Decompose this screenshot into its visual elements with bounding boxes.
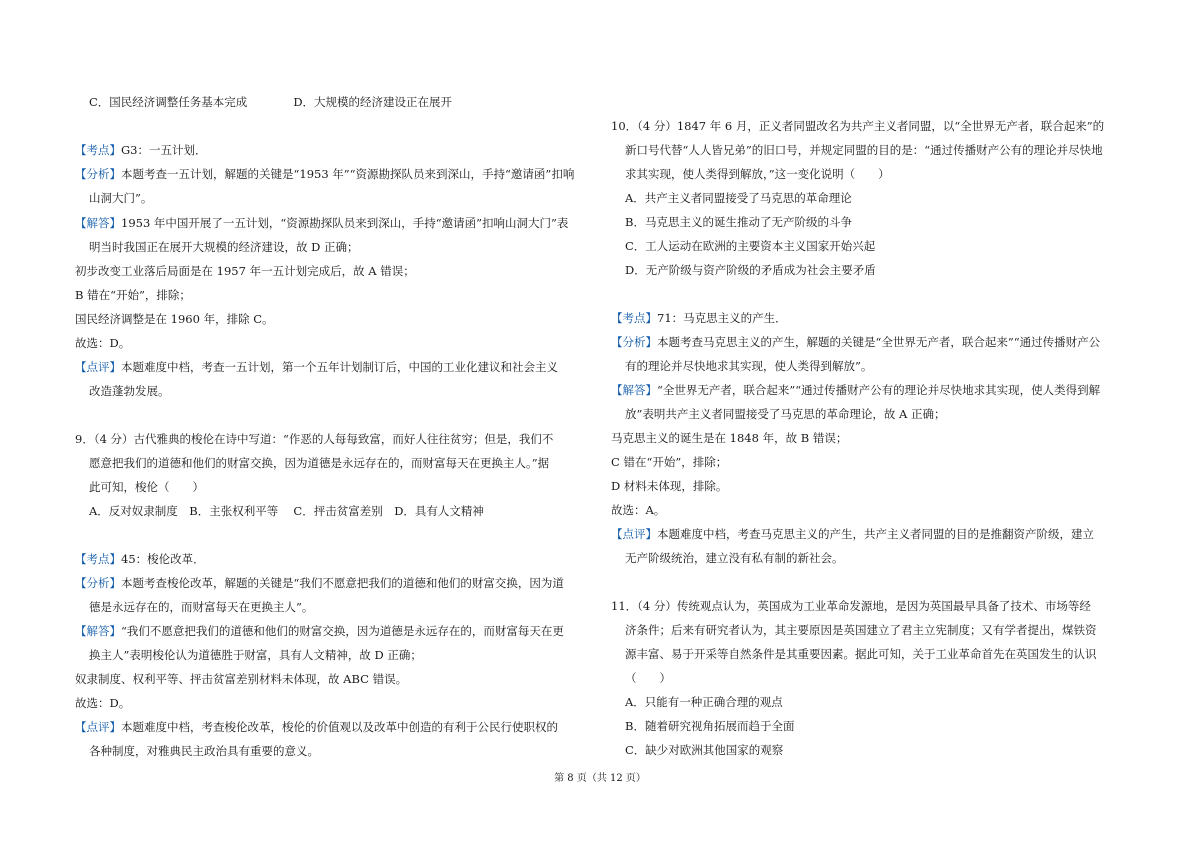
q9-options: A．反对奴隶制度 B．主张权利平等 C．抨击贫富差别 D．具有人文精神 (89, 504, 484, 518)
q8-option-c: C．国民经济调整任务基本完成 (89, 95, 248, 109)
q10-option-c: C．工人运动在欧洲的主要资本主义国家开始兴起 (625, 239, 876, 253)
q9-kaodian: 【考点】45：梭伦改革． (75, 552, 205, 566)
kaodian-tag: 【考点】 (75, 552, 121, 566)
q10-fenxi: 【分析】本题考查马克思主义的产生，解题的关键是“全世界无产者，联合起来”“通过传播财产公 (611, 335, 1101, 349)
q10-dianping: 【点评】本题难度中档，考查马克思主义的产生，共产主义者同盟的目的是推翻资产阶级，建立 (611, 527, 1094, 541)
fenxi-tag: 【分析】 (75, 576, 121, 590)
q11-stem-line-3: 源丰富、易于开采等自然条件是其重要因素。据此可知，关于工业革命首先在英国发生的认识 (625, 647, 1097, 661)
q10-jieda-line-3: 马克思主义的诞生是在 1848 年，故 B 错误； (611, 431, 848, 445)
page-footer (0, 772, 1200, 786)
q10-jieda: 【解答】“全世界无产者，联合起来”“通过传播财产公有的理论并尽快地求其实现，使人类得到解 (611, 383, 1101, 397)
q8-dianping-cont: 改造蓬勃发展。 (89, 384, 170, 398)
q9-jieda: 【解答】“我们不愿意把我们的道德和他们的财富交换，因为道德是永远存在的，而财富每天在更 (75, 624, 564, 638)
q8-options (89, 90, 452, 114)
dianping-tag: 【点评】 (611, 527, 657, 541)
q8-jieda-line-4: B 错在“开始”，排除； (75, 288, 191, 302)
kaodian-tag: 【考点】 (611, 311, 657, 325)
q9-stem-line-1: 9．（4 分）古代雅典的梭伦在诗中写道：“作恶的人每每致富，而好人往往贫穷；但是，我们不 (75, 432, 554, 446)
q11-option-c: C．缺少对欧洲其他国家的观察 (625, 743, 784, 757)
q8-option-d: D．大规模的经济建设正在展开 (293, 95, 453, 109)
q9-jieda-line-3: 奴隶制度、权利平等、抨击贫富差别材料未体现，故 ABC 错误。 (75, 672, 408, 686)
q9-jieda-line-2: 换主人”表明梭伦认为道德胜于财富，具有人文精神，故 D 正确； (89, 648, 422, 662)
q10-stem-line-1: 10．（4 分）1847 年 6 月，正义者同盟改名为共产主义者同盟，以“全世界无产者，联合起来”的 (611, 119, 1105, 133)
q8-jieda-line-5: 国民经济调整是在 1960 年，排除 C。 (75, 312, 274, 326)
q9-fenxi: 【分析】本题考查梭伦改革，解题的关键是“我们不愿意把我们的道德和他们的财富交换，因为道 (75, 576, 564, 590)
q10-jieda-line-5: D 材料未体现，排除。 (611, 479, 728, 493)
q10-answer: 故选：A。 (611, 503, 666, 517)
q8-jieda: 【解答】1953 年中国开展了一五计划，“资源勘探队员来到深山，手持“邀请函”扣响山洞大门”表 (75, 216, 569, 230)
q11-stem-line-2: 济条件；后来有研究者认为，其主要原因是英国建立了君主立宪制度；又有学者提出，煤铁资 (625, 623, 1097, 637)
q8-answer: 故选：D。 (75, 336, 131, 350)
q10-option-d: D．无产阶级与资产阶级的矛盾成为社会主要矛盾 (625, 263, 876, 277)
q9-answer: 故选：D。 (75, 696, 131, 710)
q10-jieda-line-2: 放”表明共产主义者同盟接受了马克思的革命理论，故 A 正确； (625, 407, 946, 421)
page-number: 第 8 页（共 12 页） (554, 773, 646, 784)
q9-dianping: 【点评】本题难度中档，考查梭伦改革，梭伦的价值观以及改革中创造的有利于公民行使职权的 (75, 720, 558, 734)
q10-kaodian: 【考点】71：马克思主义的产生． (611, 311, 787, 325)
fenxi-tag: 【分析】 (75, 167, 121, 181)
q8-fenxi: 【分析】本题考查一五计划，解题的关键是“1953 年”“资源勘探队员来到深山，手持“邀请函”扣响 (75, 167, 575, 181)
q10-stem-line-2: 新口号代替“人人皆兄弟”的旧口号，并规定同盟的目的是：“通过传播财产公有的理论并尽快地 (625, 143, 1103, 157)
q10-stem-line-3: 求其实现，使人类得到解放，”这一变化说明（ ） (625, 167, 890, 181)
jieda-tag: 【解答】 (75, 216, 121, 230)
q11-option-a: A．只能有一种正确合理的观点 (625, 695, 783, 709)
q8-dianping: 【点评】本题难度中档，考查一五计划，第一个五年计划制订后，中国的工业化建议和社会主义 (75, 360, 558, 374)
q10-dianping-cont: 无产阶级统治，建立没有私有制的新社会。 (625, 551, 844, 565)
q8-jieda-line-3: 初步改变工业落后局面是在 1957 年一五计划完成后，故 A 错误； (75, 264, 415, 278)
jieda-tag: 【解答】 (75, 624, 121, 638)
q8-jieda-line-2: 明当时我国正在展开大规模的经济建设，故 D 正确； (89, 240, 359, 254)
jieda-tag: 【解答】 (611, 383, 657, 397)
q9-dianping-cont: 各种制度，对雅典民主政治具有重要的意义。 (89, 744, 319, 758)
q10-fenxi-cont: 有的理论并尽快地求其实现，使人类得到解放”。 (625, 359, 873, 373)
kaodian-tag: 【考点】 (75, 143, 121, 157)
q10-option-a: A．共产主义者同盟接受了马克思的革命理论 (625, 191, 852, 205)
q9-fenxi-cont: 德是永远存在的，而财富每天在更换主人”。 (89, 600, 314, 614)
q10-jieda-line-4: C 错在“开始”，排除； (611, 455, 728, 469)
dianping-tag: 【点评】 (75, 360, 121, 374)
q10-option-b: B．马克思主义的诞生推动了无产阶级的斗争 (625, 215, 852, 229)
q9-stem-line-2: 愿意把我们的道德和他们的财富交换，因为道德是永远存在的，而财富每天在更换主人。”据 (89, 456, 550, 470)
q11-stem-line-4: （ ） (625, 671, 671, 685)
q8-fenxi-cont: 山洞大门”。 (89, 191, 153, 205)
q8-kaodian: 【考点】G3：一五计划． (75, 143, 207, 157)
dianping-tag: 【点评】 (75, 720, 121, 734)
fenxi-tag: 【分析】 (611, 335, 657, 349)
q11-stem-line-1: 11．（4 分）传统观点认为，英国成为工业革命发源地，是因为英国最早具备了技术、市场等经 (611, 599, 1091, 613)
q11-option-b: B．随着研究视角拓展而趋于全面 (625, 719, 795, 733)
q9-stem-line-3: 此可知，梭伦（ ） (89, 480, 204, 494)
